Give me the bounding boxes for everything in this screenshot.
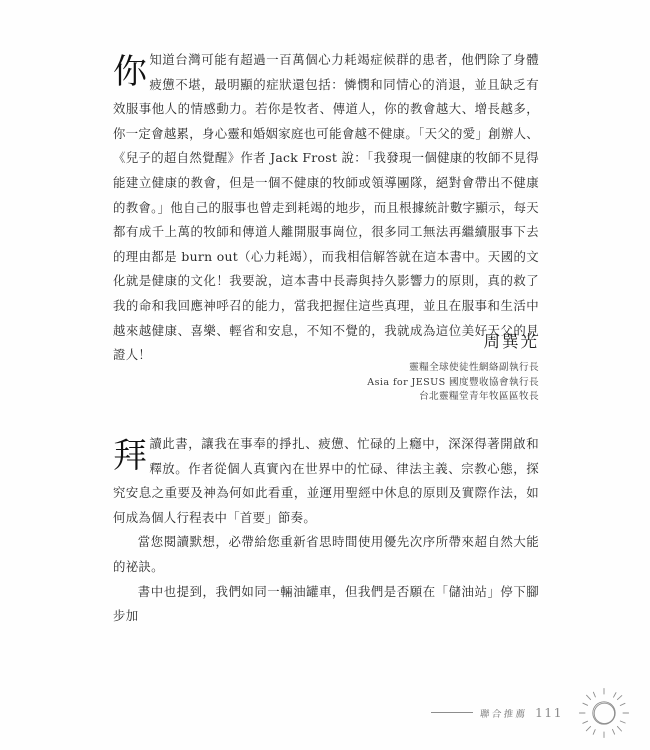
page-number: 111 (534, 705, 563, 720)
signature-block (113, 330, 539, 405)
author-title-3: 台北靈糧堂青年牧區區牧長 (419, 391, 539, 402)
footer-section-label: 聯合推薦 (479, 708, 529, 720)
footer-divider-line (431, 712, 473, 713)
section-two-paragraph-2: 當您閱讀默想，必帶給您重新省思時間使用優先次序所帶來超自然大能的祕訣。 (113, 534, 539, 574)
section-two-body-text: 讀此書，讓我在事奉的掙扎、疲憊、忙碌的上癮中，深深得著開啟和釋放。作者從個人真實內在世界中的忙碌、律法主義、宗教心態，探究安息之重要及神為何如此看重，並運用聖經中休息的原則及實際作法，如何成為個人行程表中「首要」節奏。 (113, 436, 539, 525)
recommendation-section-one (113, 48, 539, 368)
dropcap-section-two: 拜 (113, 436, 148, 476)
section-one-body-text: 知道台灣可能有超過一百萬個心力耗竭症候群的患者，他們除了身體疲憊不堪，最明顯的症狀還包括：憐憫和同情心的消退，並且缺乏有效服事他人的情感動力。若你是牧者、傳道人，你的教會越大、增長越多，你一定會越累，身心靈和婚姻家庭也可能會越不健康。「天父的愛」創辦人、《兒子的超自然覺醒》作者 Jack Frost 說：「我發現一個健康的牧師不見得能建立健康的教會，但是一個不健康的牧師或領導團隊，絕對會帶出不健康的教會。」他自己的服事也曾走到耗竭的地步，而且根據統計數字顯示，每天都有成千上萬的牧師和傳道人離開服事崗位，很多同工無法再繼續服事下去的理由都是 burn out（心力耗竭），而我相信解答就在這本書中。天國的文化就是健康的文化！我要說，這本書中長壽與持久影響力的原則，真的救了我的命和我回應神呼召的能力，當我把握住這些真理，並且在服事和生活中越來越健康、喜樂、輕省和安息，不知不覺的，我就成為這位美好天父的見證人！ (113, 52, 539, 363)
section-two-paragraph-1 (113, 432, 539, 530)
dropcap-section-one: 你 (113, 52, 148, 92)
sun-icon (576, 685, 632, 741)
author-title-1: 靈糧全球使徒性網絡副執行長 (409, 362, 539, 373)
recommendation-section-two (113, 432, 539, 629)
footer-inner (431, 690, 632, 735)
section-one-paragraph (113, 48, 539, 368)
page-footer (0, 690, 650, 750)
author-name: 周巽光 (483, 332, 539, 351)
section-two-paragraph-3: 書中也提到，我們如同一輛油罐車，但我們是否願在「儲油站」停下腳步加 (113, 583, 539, 624)
author-title-2: Asia for JESUS 國度豐收協會執行長 (367, 376, 539, 388)
